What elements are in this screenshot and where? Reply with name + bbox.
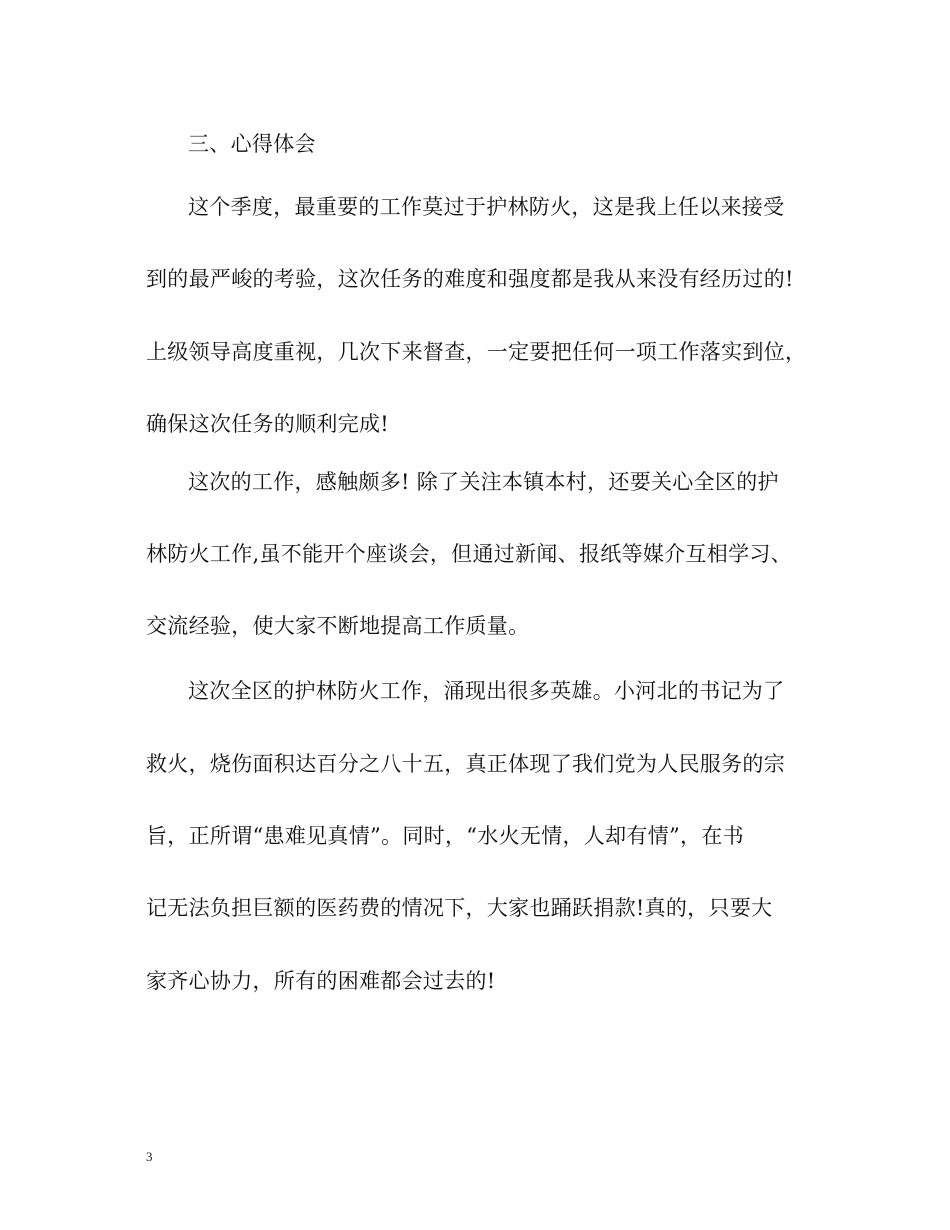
- paragraph-line: 这个季度，最重要的工作莫过于护林防火，这是我上任以来接受: [188, 195, 785, 219]
- page-number: 3: [146, 1149, 153, 1164]
- paragraph-line: 记无法负担巨额的医药费的情况下，大家也踊跃捐款!真的，只要大: [146, 896, 773, 920]
- section-heading: 三、心得体会: [188, 132, 316, 156]
- paragraph-line: 这次全区的护林防火工作，涌现出很多英雄。小河北的书记为了: [188, 679, 785, 703]
- paragraph-line: 救火，烧伤面积达百分之八十五，真正体现了我们党为人民服务的宗: [146, 752, 785, 776]
- paragraph-line: 这次的工作，感触颇多! 除了关注本镇本村，还要关心全区的护: [188, 470, 779, 494]
- paragraph-line: 确保这次任务的顺利完成!: [146, 412, 390, 436]
- paragraph-line: 上级领导高度重视，几次下来督查，一定要把任何一项工作落实到位，: [146, 340, 807, 364]
- paragraph-line: 交流经验，使大家不断地提高工作质量。: [146, 614, 530, 638]
- paragraph-line: 家齐心协力，所有的困难都会过去的!: [146, 969, 496, 993]
- paragraph-line: 林防火工作,虽不能开个座谈会，但通过新闻、报纸等媒介互相学习、: [146, 542, 792, 566]
- paragraph-line: 到的最严峻的考验，这次任务的难度和强度都是我从来没有经历过的!: [146, 267, 794, 291]
- paragraph-line: 旨，正所谓“患难见真情”。同时，“水火无情，人却有情”，在书: [146, 824, 744, 848]
